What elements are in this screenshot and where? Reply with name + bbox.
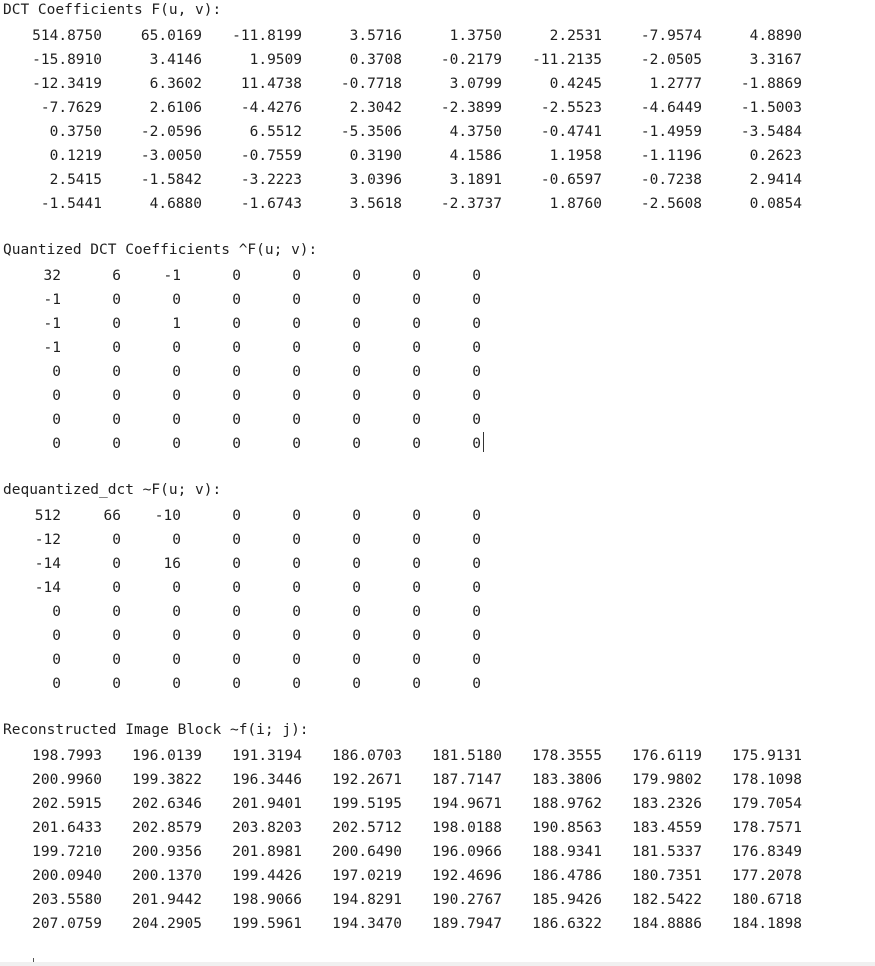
matrix-cell: 0 (232, 652, 241, 668)
matrix-cell: 0 (412, 556, 421, 572)
matrix-cell: 4.8890 (749, 28, 802, 44)
matrix-cell: -2.3899 (440, 100, 502, 116)
matrix-cell: 0 (232, 436, 241, 452)
matrix-cell: 185.9426 (532, 892, 602, 908)
matrix-cell: -1 (43, 292, 61, 308)
matrix-cell: 202.8579 (132, 820, 202, 836)
matrix-cell: 0 (412, 532, 421, 548)
matrix-cell: 0 (232, 364, 241, 380)
matrix-cell: 0 (412, 604, 421, 620)
matrix-cell: -1.5842 (140, 172, 202, 188)
matrix-cell: -1.1196 (640, 148, 702, 164)
matrix-cell: 0 (352, 268, 361, 284)
matrix-cell: 203.5580 (32, 892, 102, 908)
matrix-row (0, 336, 875, 360)
matrix-cell: 0 (232, 388, 241, 404)
matrix-cell: 0 (292, 340, 301, 356)
matrix-cell: 192.4696 (432, 868, 502, 884)
matrix-row (0, 360, 875, 384)
matrix-cell: -2.0596 (140, 124, 202, 140)
matrix-cell: 0 (472, 316, 481, 332)
matrix-cell: 188.9341 (532, 844, 602, 860)
matrix-cell: -11.8199 (232, 28, 302, 44)
matrix-cell: 0 (112, 292, 121, 308)
matrix-cell: 187.7147 (432, 772, 502, 788)
matrix-cell: 207.0759 (32, 916, 102, 932)
matrix-cell: 3.0799 (449, 76, 502, 92)
matrix-row (0, 576, 875, 600)
matrix-cell: 0 (292, 292, 301, 308)
matrix-cell: 0 (112, 652, 121, 668)
matrix-cell: 0.4245 (549, 76, 602, 92)
matrix-cell: 2.9414 (749, 172, 802, 188)
matrix-cell: 0 (232, 628, 241, 644)
matrix-cell: 0.1219 (49, 148, 102, 164)
matrix-cell: 0 (472, 652, 481, 668)
matrix-cell: -1.5003 (740, 100, 802, 116)
matrix-cell: 0 (412, 412, 421, 428)
matrix-cell: 0 (112, 604, 121, 620)
matrix-row (0, 840, 875, 864)
matrix-cell: 180.7351 (632, 868, 702, 884)
matrix-cell: 0 (292, 388, 301, 404)
matrix-cell: 11.4738 (240, 76, 302, 92)
matrix-cell: 194.3470 (332, 916, 402, 932)
matrix-cell: 0 (232, 292, 241, 308)
matrix-cell: 0 (472, 292, 481, 308)
matrix-cell: 197.0219 (332, 868, 402, 884)
matrix-cell: 0 (172, 580, 181, 596)
matrix-cell: 0 (172, 340, 181, 356)
matrix-cell: -15.8910 (32, 52, 102, 68)
matrix-row (0, 600, 875, 624)
matrix-cell: 0 (472, 268, 481, 284)
matrix-cell: 188.9762 (532, 796, 602, 812)
matrix-cell: 199.5961 (232, 916, 302, 932)
matrix-cell: 0 (52, 388, 61, 404)
matrix-cell: -1.4959 (640, 124, 702, 140)
matrix-cell: 201.9442 (132, 892, 202, 908)
matrix-cell: 196.3446 (232, 772, 302, 788)
dct-coefficients-heading: DCT Coefficients F(u, v): (3, 2, 222, 18)
matrix-cell: 0 (412, 268, 421, 284)
matrix-row (0, 504, 875, 528)
matrix-row (0, 624, 875, 648)
matrix-cell: 0 (292, 604, 301, 620)
matrix-cell: 0 (412, 628, 421, 644)
matrix-cell: 6.5512 (249, 124, 302, 140)
matrix-cell: 2.6106 (149, 100, 202, 116)
matrix-cell: 0 (112, 628, 121, 644)
matrix-cell: 0 (52, 436, 61, 452)
matrix-cell: 3.5716 (349, 28, 402, 44)
matrix-cell: 190.2767 (432, 892, 502, 908)
matrix-row (0, 648, 875, 672)
matrix-cell: 0 (412, 508, 421, 524)
matrix-cell: 0 (232, 508, 241, 524)
matrix-row (0, 552, 875, 576)
matrix-row (0, 120, 875, 144)
matrix-cell: 1.9509 (249, 52, 302, 68)
matrix-cell: -4.4276 (240, 100, 302, 116)
matrix-cell: 0 (412, 676, 421, 692)
matrix-cell: -3.2223 (240, 172, 302, 188)
matrix-cell: 2.5415 (49, 172, 102, 188)
matrix-cell: 0 (232, 676, 241, 692)
matrix-cell: 4.3750 (449, 124, 502, 140)
matrix-cell: 65.0169 (140, 28, 202, 44)
matrix-cell: -0.7559 (240, 148, 302, 164)
matrix-cell: 0 (112, 676, 121, 692)
matrix-cell: 0 (172, 604, 181, 620)
matrix-cell: 0 (172, 388, 181, 404)
matrix-cell: 176.6119 (632, 748, 702, 764)
matrix-cell: -0.6597 (540, 172, 602, 188)
matrix-cell: 0 (352, 316, 361, 332)
reconstructed-block-matrix (0, 744, 875, 936)
matrix-cell: 192.2671 (332, 772, 402, 788)
matrix-cell: 201.6433 (32, 820, 102, 836)
matrix-cell: 178.1098 (732, 772, 802, 788)
matrix-cell: 199.4426 (232, 868, 302, 884)
matrix-cell: 199.5195 (332, 796, 402, 812)
matrix-cell: 194.8291 (332, 892, 402, 908)
matrix-cell: 183.2326 (632, 796, 702, 812)
matrix-cell: -0.7238 (640, 172, 702, 188)
matrix-cell: 0 (232, 268, 241, 284)
matrix-cell: -3.5484 (740, 124, 802, 140)
matrix-cell: 1.2777 (649, 76, 702, 92)
matrix-cell: 0 (172, 364, 181, 380)
matrix-cell: 200.6490 (332, 844, 402, 860)
matrix-cell: 0 (112, 532, 121, 548)
matrix-cell: -4.6449 (640, 100, 702, 116)
matrix-cell: 0 (412, 652, 421, 668)
matrix-cell: 0 (292, 316, 301, 332)
matrix-cell: 0 (472, 628, 481, 644)
matrix-cell: 198.9066 (232, 892, 302, 908)
matrix-cell: -2.0505 (640, 52, 702, 68)
matrix-cell: 200.9356 (132, 844, 202, 860)
matrix-cell: 183.4559 (632, 820, 702, 836)
matrix-row (0, 864, 875, 888)
matrix-cell: 186.0703 (332, 748, 402, 764)
matrix-cell: 4.6880 (149, 196, 202, 212)
matrix-cell: 186.6322 (532, 916, 602, 932)
matrix-cell: 0 (52, 652, 61, 668)
matrix-row (0, 768, 875, 792)
matrix-cell: 6.3602 (149, 76, 202, 92)
matrix-cell: 16 (163, 556, 181, 572)
matrix-cell: 4.1586 (449, 148, 502, 164)
matrix-row (0, 384, 875, 408)
matrix-cell: 0 (352, 652, 361, 668)
bottom-edge-bar (0, 962, 875, 966)
matrix-row (0, 72, 875, 96)
quantized-dct-matrix (0, 264, 875, 456)
matrix-cell: 0 (472, 532, 481, 548)
matrix-cell: 199.3822 (132, 772, 202, 788)
matrix-cell: 184.1898 (732, 916, 802, 932)
matrix-cell: 0 (292, 436, 301, 452)
matrix-cell: 0 (232, 580, 241, 596)
matrix-cell: 0 (352, 676, 361, 692)
matrix-cell: 0 (412, 364, 421, 380)
matrix-cell: 0 (52, 364, 61, 380)
matrix-cell: 0 (292, 652, 301, 668)
matrix-cell: 0 (352, 340, 361, 356)
matrix-cell: 0 (172, 532, 181, 548)
matrix-cell: 200.9960 (32, 772, 102, 788)
matrix-cell: 201.9401 (232, 796, 302, 812)
matrix-cell: 0 (112, 580, 121, 596)
matrix-cell: 203.8203 (232, 820, 302, 836)
matrix-cell: 178.7571 (732, 820, 802, 836)
matrix-cell: 0 (172, 628, 181, 644)
text-cursor (483, 432, 484, 452)
matrix-cell: 0 (412, 292, 421, 308)
matrix-row (0, 888, 875, 912)
matrix-cell: 189.7947 (432, 916, 502, 932)
matrix-row (0, 96, 875, 120)
matrix-cell: 0 (412, 340, 421, 356)
matrix-cell: 1 (172, 316, 181, 332)
matrix-cell: 181.5337 (632, 844, 702, 860)
matrix-cell: -11.2135 (532, 52, 602, 68)
matrix-cell: 184.8886 (632, 916, 702, 932)
matrix-cell: 0 (292, 676, 301, 692)
matrix-cell: 186.4786 (532, 868, 602, 884)
matrix-cell: 3.5618 (349, 196, 402, 212)
matrix-cell: 0 (292, 508, 301, 524)
matrix-cell: 6 (112, 268, 121, 284)
matrix-cell: 0 (472, 340, 481, 356)
matrix-cell: 0 (112, 364, 121, 380)
reconstructed-block-heading: Reconstructed Image Block ~f(i; j): (3, 722, 309, 738)
matrix-cell: 2.3042 (349, 100, 402, 116)
matrix-cell: 0 (472, 436, 481, 452)
matrix-cell: 199.7210 (32, 844, 102, 860)
matrix-cell: 0 (472, 580, 481, 596)
matrix-row (0, 192, 875, 216)
matrix-cell: 0 (232, 316, 241, 332)
matrix-cell: 179.9802 (632, 772, 702, 788)
matrix-cell: 0 (412, 436, 421, 452)
matrix-cell: 204.2905 (132, 916, 202, 932)
matrix-cell: -7.7629 (40, 100, 102, 116)
matrix-cell: 0 (352, 532, 361, 548)
matrix-cell: 0 (112, 340, 121, 356)
matrix-cell: 0 (472, 364, 481, 380)
matrix-cell: 0.3708 (349, 52, 402, 68)
matrix-cell: 0 (172, 436, 181, 452)
matrix-cell: 1.1958 (549, 148, 602, 164)
matrix-cell: -2.3737 (440, 196, 502, 212)
matrix-cell: 1.8760 (549, 196, 602, 212)
matrix-cell: 0 (352, 604, 361, 620)
matrix-cell: 202.5915 (32, 796, 102, 812)
quantized-dct-heading: Quantized DCT Coefficients ^F(u; v): (3, 242, 318, 258)
matrix-cell: 0 (232, 412, 241, 428)
matrix-cell: 0 (352, 436, 361, 452)
matrix-cell: -14 (34, 580, 61, 596)
matrix-cell: -1.6743 (240, 196, 302, 212)
matrix-cell: 0 (292, 532, 301, 548)
matrix-cell: 178.3555 (532, 748, 602, 764)
matrix-cell: -1.5441 (40, 196, 102, 212)
matrix-cell: 0 (472, 676, 481, 692)
matrix-cell: 3.3167 (749, 52, 802, 68)
matrix-cell: 198.7993 (32, 748, 102, 764)
matrix-cell: 0 (112, 316, 121, 332)
matrix-cell: 3.4146 (149, 52, 202, 68)
matrix-cell: 176.8349 (732, 844, 802, 860)
matrix-cell: 0 (112, 412, 121, 428)
matrix-row (0, 912, 875, 936)
matrix-cell: 201.8981 (232, 844, 302, 860)
matrix-cell: 0 (172, 292, 181, 308)
matrix-row (0, 264, 875, 288)
matrix-cell: 0 (352, 628, 361, 644)
matrix-cell: -3.0050 (140, 148, 202, 164)
matrix-cell: 0 (232, 556, 241, 572)
matrix-cell: 0 (52, 412, 61, 428)
matrix-cell: 0 (352, 580, 361, 596)
matrix-cell: -0.4741 (540, 124, 602, 140)
matrix-cell: -0.7718 (340, 76, 402, 92)
matrix-cell: 0 (232, 532, 241, 548)
matrix-cell: 0 (232, 604, 241, 620)
matrix-cell: -10 (154, 508, 181, 524)
matrix-cell: 190.8563 (532, 820, 602, 836)
matrix-cell: 1.3750 (449, 28, 502, 44)
matrix-cell: 200.0940 (32, 868, 102, 884)
matrix-row (0, 528, 875, 552)
matrix-cell: 3.0396 (349, 172, 402, 188)
matrix-cell: 512 (34, 508, 61, 524)
matrix-row (0, 312, 875, 336)
matrix-cell: 0 (412, 580, 421, 596)
matrix-cell: -12 (34, 532, 61, 548)
matrix-cell: 0 (472, 412, 481, 428)
matrix-cell: 0 (472, 508, 481, 524)
matrix-cell: -7.9574 (640, 28, 702, 44)
matrix-cell: 0 (232, 340, 241, 356)
matrix-cell: 202.6346 (132, 796, 202, 812)
matrix-cell: -12.3419 (32, 76, 102, 92)
matrix-cell: 0 (412, 316, 421, 332)
matrix-cell: 0 (472, 556, 481, 572)
matrix-cell: -2.5608 (640, 196, 702, 212)
matrix-row (0, 792, 875, 816)
matrix-cell: 0 (352, 364, 361, 380)
matrix-cell: 0 (292, 556, 301, 572)
matrix-cell: 0 (352, 292, 361, 308)
matrix-row (0, 24, 875, 48)
matrix-row (0, 288, 875, 312)
matrix-cell: 0 (112, 556, 121, 572)
matrix-row (0, 168, 875, 192)
matrix-cell: -14 (34, 556, 61, 572)
matrix-cell: 0 (292, 268, 301, 284)
matrix-row (0, 144, 875, 168)
dct-coefficients-matrix (0, 24, 875, 216)
matrix-cell: 0 (112, 436, 121, 452)
matrix-cell: -1 (43, 340, 61, 356)
matrix-cell: 179.7054 (732, 796, 802, 812)
matrix-cell: 0.2623 (749, 148, 802, 164)
matrix-cell: -1 (43, 316, 61, 332)
matrix-cell: -0.2179 (440, 52, 502, 68)
matrix-row (0, 48, 875, 72)
matrix-cell: 0 (472, 604, 481, 620)
matrix-cell: 196.0966 (432, 844, 502, 860)
matrix-cell: 200.1370 (132, 868, 202, 884)
matrix-cell: 0 (352, 412, 361, 428)
matrix-cell: -1.8869 (740, 76, 802, 92)
matrix-cell: 0 (52, 628, 61, 644)
matrix-cell: 0.3750 (49, 124, 102, 140)
matrix-cell: 66 (103, 508, 121, 524)
dequantized-dct-heading: dequantized_dct ~F(u; v): (3, 482, 222, 498)
matrix-cell: 32 (43, 268, 61, 284)
matrix-cell: 182.5422 (632, 892, 702, 908)
matrix-cell: 202.5712 (332, 820, 402, 836)
matrix-cell: 0.0854 (749, 196, 802, 212)
matrix-cell: 0 (292, 364, 301, 380)
matrix-cell: 0 (172, 412, 181, 428)
matrix-cell: 0 (412, 388, 421, 404)
matrix-cell: 180.6718 (732, 892, 802, 908)
matrix-cell: 0 (352, 556, 361, 572)
matrix-row (0, 432, 875, 456)
matrix-cell: 177.2078 (732, 868, 802, 884)
matrix-cell: 181.5180 (432, 748, 502, 764)
matrix-cell: -5.3506 (340, 124, 402, 140)
matrix-row (0, 744, 875, 768)
matrix-cell: 0 (352, 388, 361, 404)
matrix-cell: -2.5523 (540, 100, 602, 116)
matrix-cell: 0 (292, 580, 301, 596)
matrix-cell: 175.9131 (732, 748, 802, 764)
matrix-cell: 183.3806 (532, 772, 602, 788)
matrix-cell: 0 (172, 652, 181, 668)
matrix-cell: 191.3194 (232, 748, 302, 764)
matrix-row (0, 672, 875, 696)
matrix-cell: 0 (472, 388, 481, 404)
matrix-cell: 0 (52, 676, 61, 692)
matrix-cell: 0 (172, 676, 181, 692)
matrix-cell: 0.3190 (349, 148, 402, 164)
matrix-row (0, 816, 875, 840)
matrix-cell: 514.8750 (32, 28, 102, 44)
matrix-cell: 0 (352, 508, 361, 524)
matrix-cell: 196.0139 (132, 748, 202, 764)
dequantized-dct-matrix (0, 504, 875, 696)
matrix-cell: -1 (163, 268, 181, 284)
matrix-cell: 0 (112, 388, 121, 404)
matrix-cell: 0 (292, 412, 301, 428)
matrix-cell: 194.9671 (432, 796, 502, 812)
matrix-cell: 0 (52, 604, 61, 620)
matrix-cell: 198.0188 (432, 820, 502, 836)
matrix-row (0, 408, 875, 432)
matrix-cell: 2.2531 (549, 28, 602, 44)
matrix-cell: 0 (292, 628, 301, 644)
matrix-cell: 3.1891 (449, 172, 502, 188)
